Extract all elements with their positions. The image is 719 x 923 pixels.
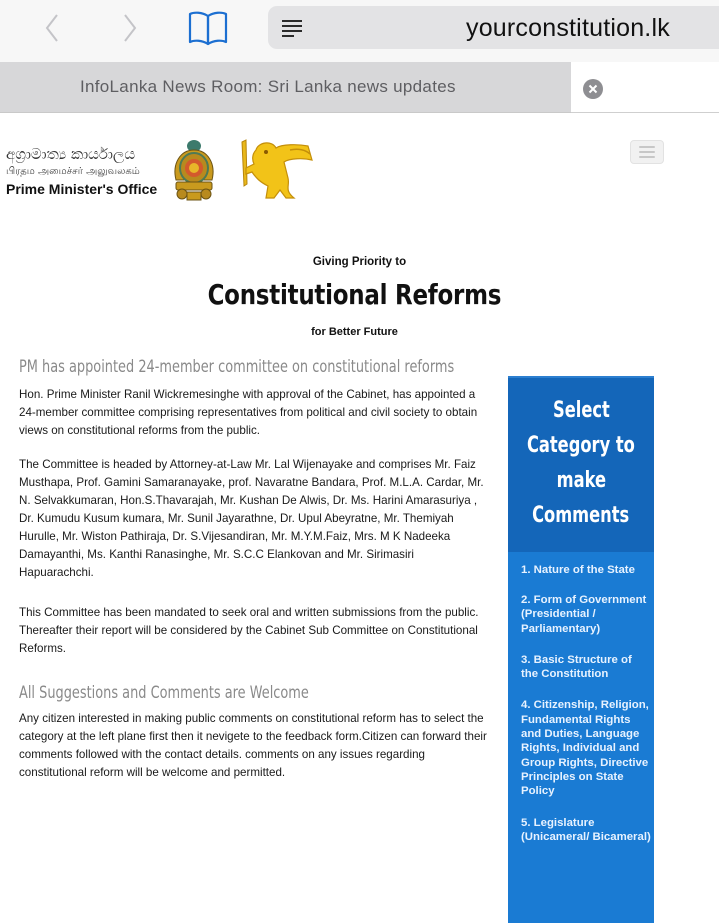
tab-bar [0, 62, 719, 113]
category-legislature[interactable]: 5. Legislature (Unicameral/ Bicameral) [521, 816, 651, 843]
open-book-icon [186, 8, 230, 48]
brand-tamil: பிரதம அமைச்சர் அலுவலகம் [6, 166, 140, 177]
menu-line [639, 156, 655, 158]
menu-line [639, 151, 655, 153]
brand-english: Prime Minister's Office [6, 181, 158, 197]
category-basic-structure[interactable]: 3. Basic Structure of the Constitution [521, 653, 632, 681]
address-bar[interactable] [268, 6, 719, 49]
category-nature-of-state[interactable]: 1. Nature of the State [521, 564, 635, 576]
heading-line: Select [552, 398, 610, 423]
pm-office-logo[interactable] [6, 144, 166, 198]
category-panel-heading [508, 376, 654, 552]
tab-title: InfoLanka News Room: Sri Lanka news updates [80, 77, 456, 96]
heading-line: Comments [532, 503, 630, 528]
paragraph-members: The Committee is headed by Attorney-at-Law Mr. Lal Wijenayake and comprises Mr. Faiz Musthapa, Prof. Gamini Samaranayake, prof. Navaratne Bandara, Prof. M.L.A. Cardar, Mr. N. Selvakkumaran, Hon.S.Thavarajah, Mr. Kushan De Alwis, Dr. Ms. Harini Amarasuriya , Dr. Kumudu Kusum kumara, Mr. Sunil Jayarathne, Dr. Upul Abeyratne, Mr. Themiyah Hurulle, Mr. Wiston Pathiraja, Dr. S.Vijesandiran, Mr. M.Y.M.Faiz, Mrs. M K Nadeeka Damayanthi, Ms. Kanthi Ranasinghe, Mr. S.C.C Elankovan and Mr. Sirimasiri Hapuarachchi. [19, 458, 484, 579]
section-heading-suggestions: All Suggestions and Comments are Welcome [19, 683, 309, 703]
hamburger-menu-icon[interactable] [630, 140, 664, 164]
close-circle-icon [588, 84, 598, 94]
bookmarks-button[interactable] [186, 8, 230, 48]
hero-title: Constitutional Reforms [207, 278, 502, 311]
heading-line: Category to [527, 433, 635, 458]
paragraph-how-to-comment: Any citizen interested in making public comments on constitutional reform has to select the category at the left plane first then it nevigete to the feedback form.Citizen can forward their comments followed with the contact details. comments on any issues regarding constitutional reform will be welcome and permitted. [19, 712, 487, 779]
category-form-of-government[interactable]: 2. Form of Government (Presidential / Parliamentary) [521, 594, 647, 635]
lion-flag-icon [238, 138, 316, 202]
chevron-right-icon [122, 13, 138, 43]
paragraph-appointment: Hon. Prime Minister Ranil Wickremesinghe with approval of the Cabinet, has appointed a 24-member committee comprising representatives from political and civil society to obtain views on constitutional reforms from the public. [19, 388, 478, 437]
hero-pretitle: Giving Priority to [312, 256, 407, 268]
menu-line [639, 146, 655, 148]
section-heading-committee: PM has appointed 24-member committee on constitutional reforms [19, 357, 455, 377]
reader-lines-icon[interactable] [282, 19, 304, 37]
category-citizenship-rights[interactable]: 4. Citizenship, Religion, Fundamental Rights and Duties, Language Rights, Individual and Group Rights, Directive Principles on State Policy [521, 699, 649, 798]
tab-infolanka[interactable] [0, 62, 571, 113]
heading-line: make [556, 468, 606, 493]
browser-toolbar [0, 0, 719, 62]
chevron-left-icon [44, 13, 60, 43]
back-button[interactable] [37, 10, 67, 46]
paragraph-mandate: This Committee has been mandated to seek oral and written submissions from the public. Thereafter their report will be considered by the Cabinet Sub Committee on Constitutional Reforms. [19, 606, 479, 655]
category-list [508, 552, 654, 844]
web-page [0, 114, 719, 923]
category-panel [508, 376, 654, 923]
close-tab-button[interactable] [583, 79, 603, 99]
url-text[interactable]: yourconstitution.lk [466, 14, 670, 42]
forward-button[interactable] [115, 10, 145, 46]
brand-sinhala: අග්‍රාමාත්‍ය කාර්යාලය [6, 145, 136, 163]
hero-subtitle: for Better Future [311, 326, 398, 338]
sri-lanka-emblem-icon [170, 136, 218, 204]
